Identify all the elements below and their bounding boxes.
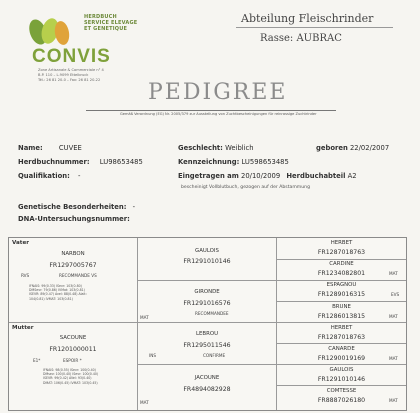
index-line: DMSevr: 79(0.86) IVMat: 103(0.81) bbox=[29, 288, 85, 293]
genetics-row bbox=[18, 203, 135, 211]
divider bbox=[137, 322, 406, 323]
org-address bbox=[38, 68, 104, 83]
name-row bbox=[18, 144, 82, 152]
qual-row bbox=[18, 172, 80, 180]
born-row bbox=[316, 144, 389, 152]
ancestor-name: BRUNE bbox=[332, 304, 351, 310]
ancestor-name: CARDINE bbox=[329, 261, 354, 267]
divider bbox=[236, 27, 393, 28]
ancestor-name: CANARDE bbox=[328, 346, 355, 352]
section-label: Herdbuchabteil bbox=[286, 172, 346, 180]
org-line: SERVICE ELEVAGE bbox=[84, 20, 138, 26]
qual-label: Qualifikation: bbox=[18, 172, 70, 180]
ident-number: LU598653485 bbox=[241, 158, 289, 166]
father-id: FR1297005767 bbox=[49, 262, 97, 269]
born-label: geboren bbox=[316, 144, 348, 152]
pedigree-table bbox=[8, 237, 407, 411]
animal-sex: Weiblich bbox=[225, 144, 254, 152]
ancestor-name: ESPAGNOU bbox=[326, 282, 357, 288]
index-line: IFNAIS: 98(0.55) ISevr: 100(0.40) bbox=[43, 368, 96, 372]
address-line: B.P. 110 – L-9099 Ettelbruck bbox=[38, 73, 89, 77]
qual-value: - bbox=[78, 172, 81, 180]
ancestor-id: FR1287018763 bbox=[317, 249, 366, 256]
index-line: 104(0.81) IVMAT: 103(0.81) bbox=[29, 296, 73, 301]
father-name: NARBON bbox=[61, 251, 85, 257]
genetics-value: - bbox=[132, 203, 136, 211]
breed-label: Rasse: AUBRAC bbox=[260, 33, 342, 44]
genetics-label: Genetische Besonderheiten: bbox=[18, 203, 127, 211]
name-label: Name: bbox=[18, 144, 43, 152]
org-name bbox=[84, 14, 137, 32]
page-title: PEDIGREE bbox=[148, 80, 288, 105]
department-title: Abteilung Fleischrinder bbox=[241, 12, 374, 25]
index-line: DMsev: 100(0.40) ISevr: 100(0.40) bbox=[43, 372, 99, 377]
divider bbox=[276, 343, 406, 344]
ancestor-name: COMTESSE bbox=[326, 388, 357, 394]
herd-row bbox=[18, 158, 143, 166]
logo-text: CONVIS bbox=[32, 46, 111, 67]
father-qualification: RECOMMANDE VS bbox=[59, 273, 97, 278]
dna-row bbox=[18, 215, 130, 223]
address-line: Tél.: 26 81 20-0 – Fax: 26 81 20-22 bbox=[38, 78, 101, 82]
sex-row bbox=[178, 144, 254, 152]
father-tag: RVS bbox=[21, 273, 30, 278]
divider bbox=[9, 322, 137, 323]
ancestor-id: FR1289016315 bbox=[317, 291, 366, 298]
index-line: ISEVR: 99(0.42) AVel: 93(0.40) bbox=[43, 376, 92, 381]
grandparent-name: GIRONDE bbox=[194, 289, 220, 295]
grandparent-name: LEBROU bbox=[195, 331, 219, 337]
ancestor-id: FR8887026180 bbox=[317, 397, 366, 404]
grandparent-tag-left: MAT bbox=[140, 400, 149, 405]
divider bbox=[276, 364, 406, 365]
divider bbox=[276, 259, 406, 260]
mother-name: SACOUNE bbox=[59, 335, 87, 341]
grandparent-id: FR4894082928 bbox=[183, 386, 231, 393]
ancestor-tag: MAT bbox=[389, 356, 398, 361]
grandparent-tag-left: MAT bbox=[140, 315, 149, 320]
ancestor-name: HERBET bbox=[330, 240, 353, 246]
grandparent-tag: RECOMMANDEE bbox=[195, 311, 229, 316]
animal-name: CUVEE bbox=[58, 144, 82, 152]
grandparent-id: FR1291016576 bbox=[183, 300, 231, 307]
ancestor-tag: EVS bbox=[391, 292, 400, 297]
mother-index bbox=[43, 368, 98, 385]
ident-label: Kennzeichnung: bbox=[178, 158, 240, 166]
section-value: A2 bbox=[347, 172, 357, 180]
herd-label: Herdbuchnummer: bbox=[18, 158, 90, 166]
ancestor-id: FR1234082801 bbox=[317, 270, 366, 277]
grandparent-tag: CONFIRME bbox=[203, 353, 226, 358]
grandparent-tag-left: INS bbox=[149, 353, 157, 358]
ident-row bbox=[178, 158, 289, 166]
father-heading: Vater bbox=[12, 240, 30, 246]
divider bbox=[276, 385, 406, 386]
mother-tag: E1* bbox=[33, 358, 41, 363]
ancestor-tag: MAT bbox=[389, 271, 398, 276]
ancestor-name: GAULOIS bbox=[329, 367, 354, 373]
entered-row bbox=[178, 172, 357, 180]
ancestor-tag: MAT bbox=[389, 398, 398, 403]
father-index bbox=[29, 284, 87, 301]
divider bbox=[86, 110, 336, 111]
grandparent-id: FR1291010146 bbox=[183, 258, 231, 265]
herd-number: LU98653485 bbox=[99, 158, 143, 166]
ancestor-id: FR1290019169 bbox=[317, 355, 366, 362]
mother-id: FR1201000011 bbox=[49, 346, 97, 353]
grandparent-name: GAULOIS bbox=[195, 248, 219, 254]
ancestor-id: FR1286013815 bbox=[317, 313, 366, 320]
entered-label: Eingetragen am bbox=[178, 172, 239, 180]
address-line: Zone Artisanale & Commerciale n° 4 bbox=[38, 68, 104, 72]
ancestor-tag: MAT bbox=[389, 314, 398, 319]
regulation-note: Gemäß Verordnung (EG) Nr. 2005/379 zur Ausstellung von Zuchtbescheinigungen für reinrassige Zuchtrinder bbox=[120, 112, 317, 116]
index-line: ISEVR: 89(0.47) Avel: 88(0.48) Alait: bbox=[29, 292, 87, 297]
ancestor-id: FR1291010146 bbox=[317, 376, 366, 383]
index-line: DMAT: 106(0.45) IVMAT: 103(0.45) bbox=[43, 380, 98, 385]
divider bbox=[137, 280, 276, 281]
org-line: ET GENETIQUE bbox=[84, 26, 128, 32]
entry-note: bescheinigt Vollblutbuch, gezogen auf der Abstammung bbox=[181, 185, 311, 190]
ancestor-name: HERBET bbox=[330, 325, 353, 331]
grandparent-name: JACOUNE bbox=[194, 375, 220, 381]
divider bbox=[137, 364, 276, 365]
org-line: HERDBUCH bbox=[84, 14, 117, 20]
index-line: IFNAIS: 99(0.33) ISevr: 103(0.80) bbox=[29, 284, 82, 288]
dna-label: DNA-Untersuchungsnummer: bbox=[18, 215, 130, 223]
birth-date: 22/02/2007 bbox=[349, 144, 390, 152]
mother-qualification: ESPOIR * bbox=[63, 358, 82, 363]
entered-date: 20/10/2009 bbox=[241, 172, 281, 180]
mother-heading: Mutter bbox=[12, 325, 34, 331]
ancestor-id: FR1287018763 bbox=[317, 334, 366, 341]
grandparent-id: FR1295011546 bbox=[183, 342, 231, 349]
divider bbox=[276, 301, 406, 302]
divider bbox=[276, 280, 406, 281]
sex-label: Geschlecht: bbox=[178, 144, 223, 152]
